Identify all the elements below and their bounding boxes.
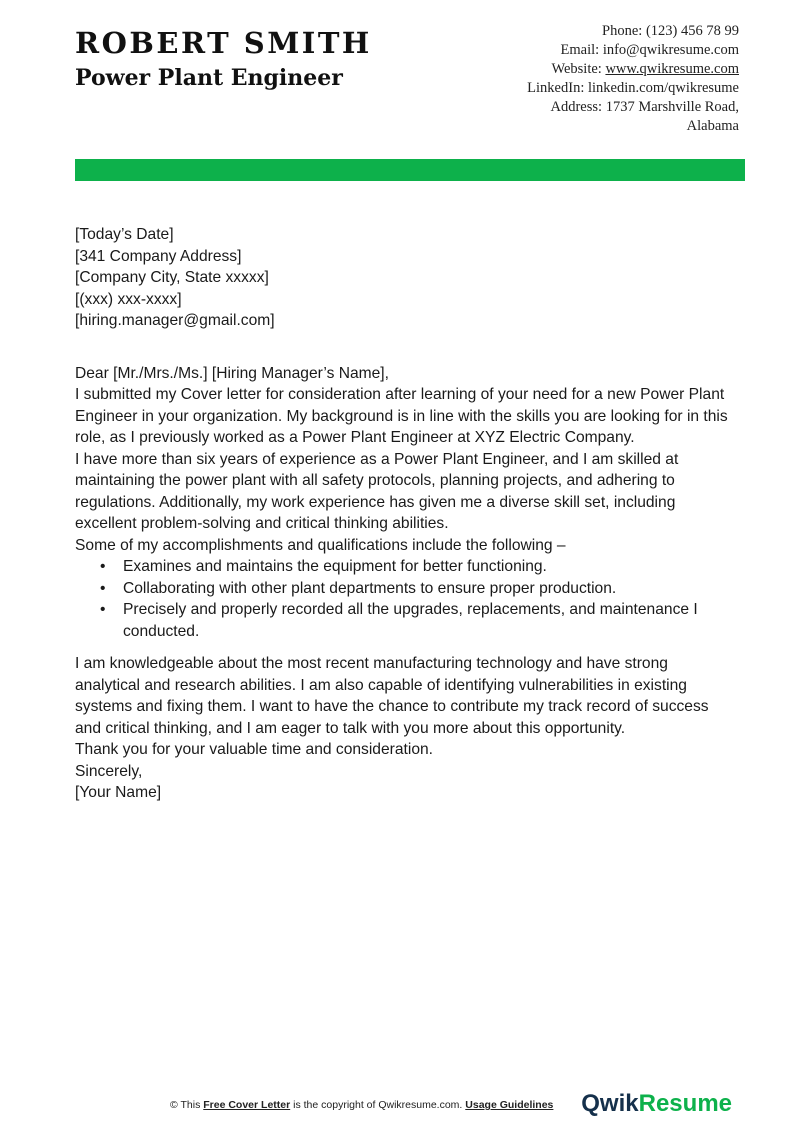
letter-date: [Today’s Date] <box>75 226 174 243</box>
contact-email: Email: info@qwikresume.com <box>560 42 739 58</box>
recipient-block <box>75 246 735 332</box>
contact-phone: Phone: (123) 456 78 99 <box>602 23 739 39</box>
qwikresume-logo: QwikResume <box>581 1090 732 1117</box>
candidate-name: ROBERT SMITH <box>75 26 372 60</box>
list-item: • Precisely and properly recorded all the upgrades, replacements, and maintenance I conducted. <box>123 599 735 642</box>
header-divider-bar <box>75 159 745 181</box>
list-item: • Collaborating with other plant departments to ensure proper production. <box>123 578 735 600</box>
job-title: Power Plant Engineer <box>75 65 343 91</box>
recipient-email: [hiring.manager@gmail.com] <box>75 312 275 329</box>
usage-guidelines-link[interactable]: Usage Guidelines <box>465 1099 554 1111</box>
recipient-address: [341 Company Address] <box>75 247 242 265</box>
contact-address: Address: 1737 Marshville Road, <box>550 99 739 115</box>
list-item: • Examines and maintains the equipment for better functioning. <box>123 556 735 578</box>
list-intro: Some of my accomplishments and qualifications include the following – <box>75 536 566 554</box>
salutation: Dear [Mr./Mrs./Ms.] [Hiring Manager’s Name], <box>75 364 389 382</box>
paragraph-skills: I am knowledgeable about the most recent manufacturing technology and have strong analytical and research abilities. I am also capable of identifying vulnerabilities in existing systems and fixing them. I want to have the chance to contribute my track record of success and critical thinking, and I am eager to talk with you more about this opportunity. <box>75 655 709 737</box>
contact-website: Website: www.qwikresume.com <box>551 61 739 77</box>
paragraph-intro: I submitted my Cover letter for consideration after learning of your need for a new Power Plant Engineer in your organization. My background is in line with the skills you are looking for in this role, as I previously worked as a Power Plant Engineer at XYZ Electric Company. <box>75 386 728 446</box>
signature: [Your Name] <box>75 784 162 801</box>
website-link[interactable]: www.qwikresume.com <box>605 61 739 77</box>
closing: Sincerely, <box>75 762 143 780</box>
free-cover-letter-link[interactable]: Free Cover Letter <box>203 1099 291 1111</box>
footer-copyright: © This Free Cover Letter is the copyright of Qwikresume.com. Usage Guidelines <box>170 1099 554 1111</box>
recipient-city-state: [Company City, State xxxxx] <box>75 269 269 286</box>
contact-linkedin: LinkedIn: linkedin.com/qwikresume <box>527 80 739 96</box>
contact-address-line2: Alabama <box>686 118 739 134</box>
letter-body <box>75 224 735 804</box>
copyright-icon: © <box>170 1099 178 1111</box>
accomplishments-list <box>75 556 735 642</box>
paragraph-experience: I have more than six years of experience as a Power Plant Engineer, and I am skilled at maintaining the power plant with all safety protocols, planning projects, and adhering to regulations. Additionally, my work experience has given me a diverse skill set, including excellent problem-solving and critical thinking abilities. <box>75 450 679 532</box>
recipient-phone: [(xxx) xxx-xxxx] <box>75 290 182 308</box>
thanks-line: Thank you for your valuable time and consideration. <box>75 741 433 758</box>
contact-block <box>439 22 739 136</box>
